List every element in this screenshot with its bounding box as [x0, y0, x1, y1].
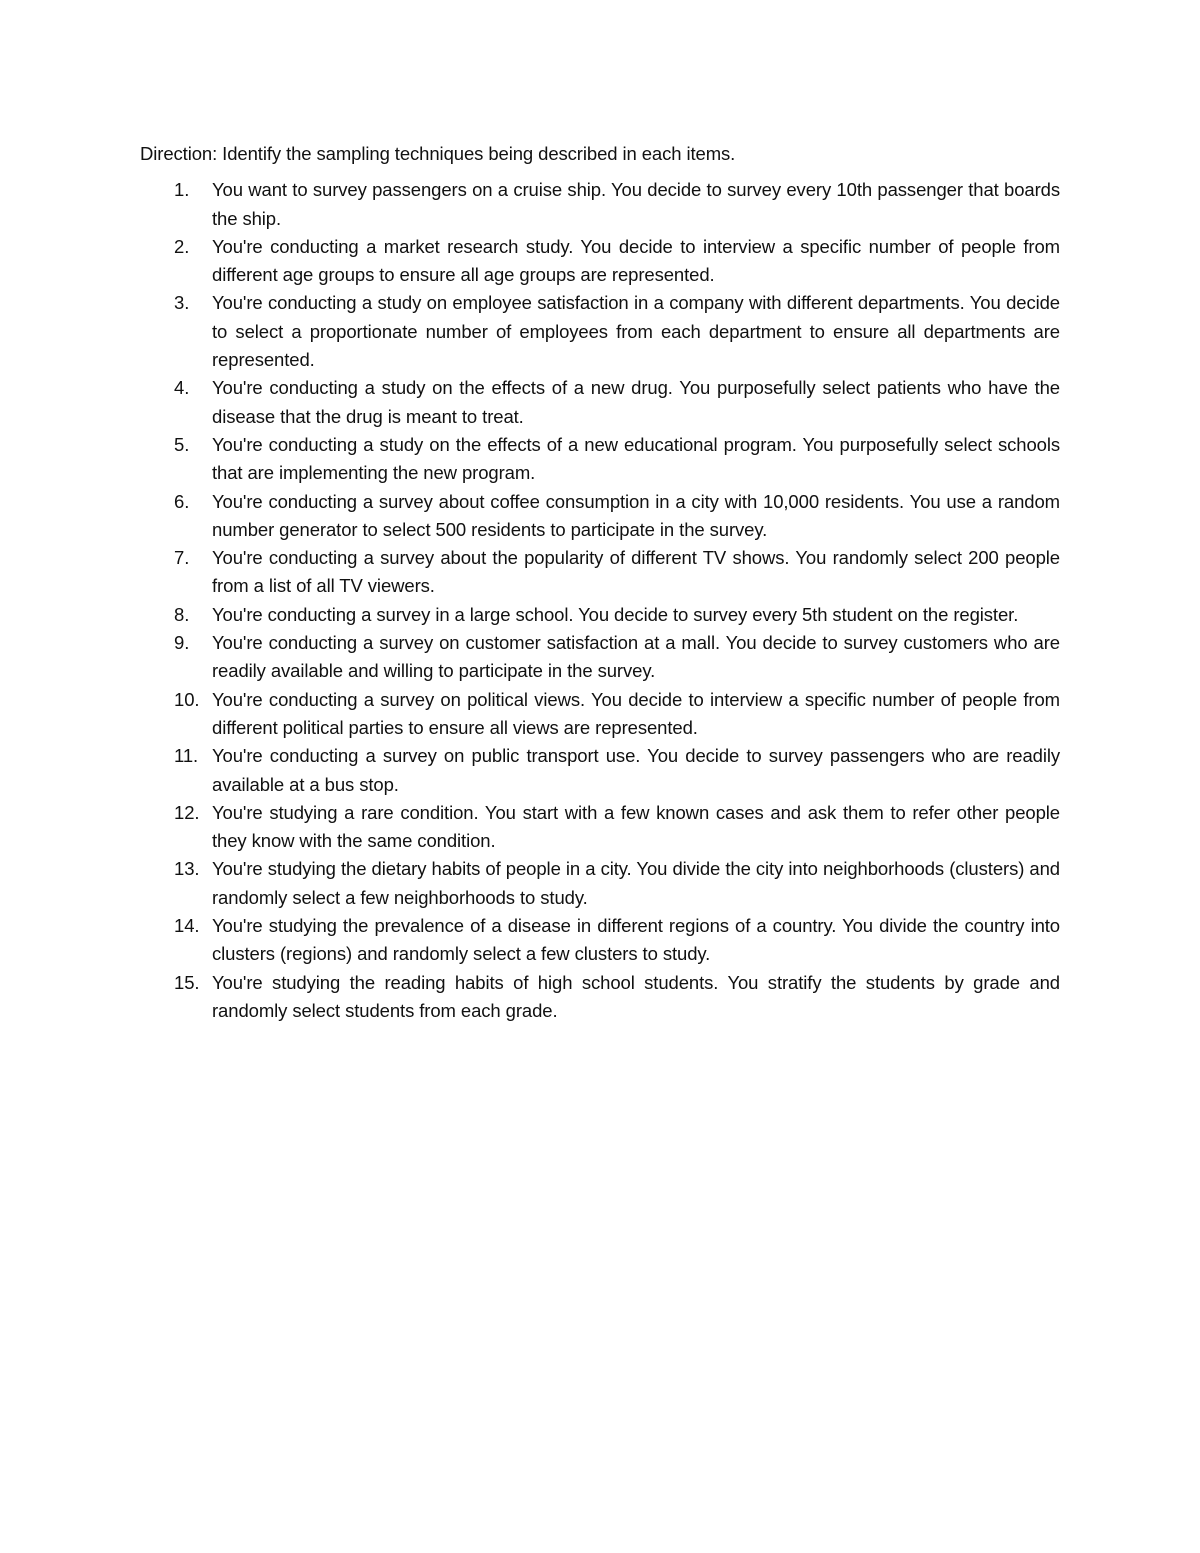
item-number: 4. [174, 377, 190, 399]
item-number: 10. [174, 688, 200, 710]
item-text: You're conducting a survey on political views. You decide to interview a specific number of people from different political parties to ensure all views are represented. [212, 688, 1060, 738]
list-item [140, 601, 1060, 629]
item-number: 8. [174, 603, 190, 625]
list-item [140, 431, 1060, 488]
list-item [140, 969, 1060, 1026]
item-text: You're conducting a study on employee satisfaction in a company with different departments. You decide to select a proportionate number of employees from each department to ensure all departments are represented. [212, 292, 1060, 371]
item-text: You're studying the prevalence of a disease in different regions of a country. You divide the country into clusters (regions) and randomly select a few clusters to study. [212, 915, 1060, 965]
document-content [140, 140, 1060, 1025]
list-item [140, 374, 1060, 431]
item-text: You're studying a rare condition. You start with a few known cases and ask them to refer other people they know with the same condition. [212, 801, 1060, 852]
list-item [140, 233, 1060, 290]
item-number: 12. [174, 801, 200, 823]
list-item [140, 912, 1060, 969]
item-number: 6. [174, 490, 190, 512]
direction-text: Direction: Identify the sampling techniques being described in each items. [140, 143, 736, 164]
list-item [140, 544, 1060, 601]
item-text: You're conducting a study on the effects of a new drug. You purposefully select patients who have the disease that the drug is meant to treat. [212, 377, 1060, 427]
list-item [140, 686, 1060, 743]
item-text: You're conducting a study on the effects of a new educational program. You purposefully select schools that are implementing the new program. [212, 433, 1060, 484]
item-text: You want to survey passengers on a cruise ship. You decide to survey every 10th passenger that boards the ship. [212, 179, 1060, 229]
item-number: 13. [174, 858, 200, 880]
item-text: You're conducting a survey about coffee consumption in a city with 10,000 residents. You use a random number generator to select 500 residents to participate in the survey. [212, 490, 1060, 540]
list-item [140, 289, 1060, 374]
item-number: 14. [174, 915, 200, 937]
item-text: You're studying the dietary habits of people in a city. You divide the city into neighborhoods (clusters) and randomly select a few neighborhoods to study. [212, 858, 1060, 908]
item-number: 3. [174, 292, 190, 314]
list-item [140, 488, 1060, 545]
item-number: 15. [174, 971, 200, 993]
item-number: 2. [174, 235, 190, 257]
item-number: 11. [174, 745, 199, 767]
question-list [140, 176, 1060, 1025]
item-text: You're studying the reading habits of high school students. You stratify the students by grade and randomly select students from each grade. [212, 971, 1060, 1021]
item-number: 5. [174, 433, 190, 455]
list-item [140, 742, 1060, 799]
item-number: 9. [174, 632, 190, 654]
item-text: You're conducting a survey in a large school. You decide to survey every 5th student on the register. [212, 603, 1019, 625]
item-text: You're conducting a survey about the popularity of different TV shows. You randomly select 200 people from a list of all TV viewers. [212, 547, 1060, 597]
list-item [140, 799, 1060, 856]
list-item [140, 176, 1060, 233]
item-number: 1. [174, 179, 190, 201]
item-text: You're conducting a survey on customer satisfaction at a mall. You decide to survey customers who are readily available and willing to participate in the survey. [212, 632, 1060, 682]
item-number: 7. [174, 547, 190, 569]
list-item [140, 855, 1060, 912]
item-text: You're conducting a survey on public transport use. You decide to survey passengers who are readily available at a bus stop. [212, 745, 1060, 795]
item-text: You're conducting a market research study. You decide to interview a specific number of people from different age groups to ensure all age groups are represented. [212, 235, 1060, 286]
list-item [140, 629, 1060, 686]
